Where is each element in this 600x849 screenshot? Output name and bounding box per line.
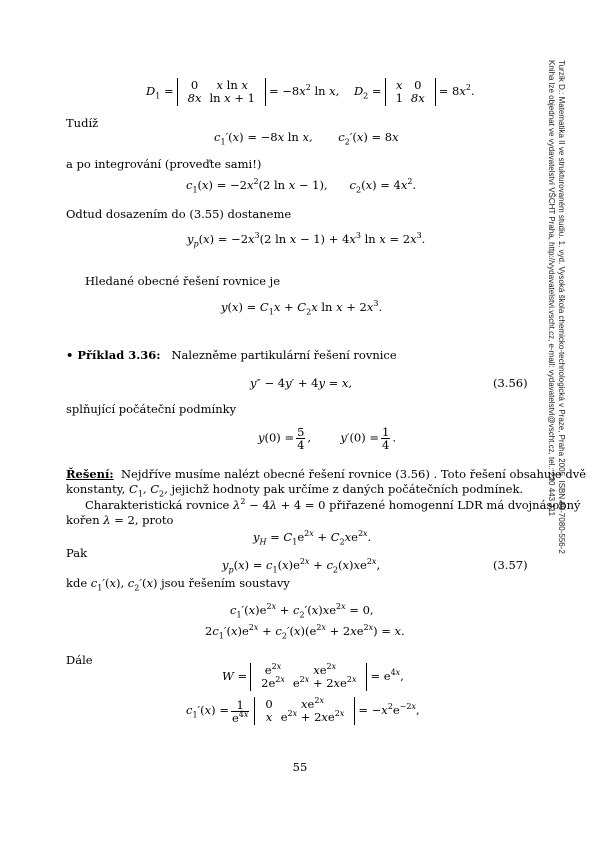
equation-yh: $y_H = C_1e^{2x} + C_2xe^{2x}$. bbox=[253, 529, 372, 547]
solution-label: Řešení: bbox=[66, 467, 114, 481]
determinants-d1-d2: $D_1$ = 0 x ln x 8x ln x + 1 = $-8x^2$ ln x, $D_2$ = x 0 1 8x = $8x^2$. bbox=[146, 78, 475, 105]
example-text: Nalezněme partikulární řešení rovnice bbox=[171, 348, 397, 362]
equation-356: y″ − 4y′ + 4y = x, bbox=[250, 376, 353, 390]
solution-text-1: Nejdříve musíme nalézt obecné řešení rovnice (3.56) . Toto řešení obsahuje dvě bbox=[120, 467, 587, 481]
solution-line-1 bbox=[66, 467, 586, 481]
equation-system-1: $c_1'(x)e^{2x} + c_2'(x)xe^{2x} = 0$, bbox=[230, 602, 374, 620]
equation-wronskian: W = $e^{2x}$ $xe^{2x}$ $2e^{2x}$ $e^{2x} + 2xe^{2x}$ = $e^{4x}$, bbox=[222, 662, 404, 690]
text-kde-b: jsou řešením soustavy bbox=[161, 576, 290, 590]
text-dale: Dále bbox=[66, 653, 93, 667]
citation-line-1: Turzík D.: Matematika II ve strukturovaném studiu. 1. vyd. Vysoká škola chemicko-technologická v Praze, Praha 2005. ISBN 80-7080-556-2 bbox=[557, 60, 566, 554]
solution-line-2: konstanty, $C_1$, $C_2$, jejichž hodnoty pak určíme z daných počátečních podmínek. bbox=[66, 482, 524, 499]
text-tudiz: Tudíž bbox=[66, 116, 99, 130]
solution-line-4: kořen λ = 2, proto bbox=[66, 513, 174, 527]
equation-system-2: $2c_1'(x)e^{2x} + c_2'(x)(e^{2x} + 2xe^{2x}) = x$. bbox=[205, 623, 405, 641]
text-pak: Pak bbox=[66, 546, 88, 560]
equation-number-357: (3.57) bbox=[493, 558, 528, 572]
equation-c-derivatives: $c_1'(x) = -8x$ ln x, $c_2'(x) = 8x$ bbox=[214, 130, 399, 147]
characteristic-text-a: Charakteristická rovnice bbox=[85, 498, 230, 512]
equation-c-functions: $c_1(x) = -2x^2(2$ ln x − 1), $c_2(x) = 4x^2$. bbox=[186, 177, 417, 195]
text-odtud: Odtud dosazením do (3.55) dostaneme bbox=[66, 207, 292, 221]
solution-text-2a: konstanty, bbox=[66, 482, 126, 496]
citation-line-2: Kniha lze objednat ve vydavatelství VŠCHT Praha, http://vydavatelstvi.vscht.cz, e-mail: vydavatelstvi@vscht.cz, tel.: 220 443 211 bbox=[547, 60, 556, 517]
solution-text-2b: jejichž hodnoty pak určíme z daných počátečních podmínek. bbox=[171, 482, 524, 496]
page-number: 55 bbox=[292, 760, 308, 774]
characteristic-text-b: přiřazené homogenní LDR má dvojnásobný bbox=[329, 498, 581, 512]
root-text-a: kořen bbox=[66, 513, 100, 527]
equation-357: $y_p(x) = c_1(x)e^{2x} + c_2(x)xe^{2x}$, bbox=[222, 557, 381, 575]
text-kde: kde $c_1'(x)$, $c_2'(x)$ jsou řešením soustavy bbox=[66, 576, 290, 593]
text-splnujici: splňující počáteční podmínky bbox=[66, 402, 237, 416]
root-text-b: proto bbox=[142, 513, 174, 527]
solution-line-3: Charakteristická rovnice $\lambda^2 - 4\lambda + 4 = 0$ přiřazené homogenní LDR má dvojnásobný bbox=[85, 497, 581, 512]
example-label: • Příklad 3.36: bbox=[66, 348, 161, 362]
text-po-integrovani: a po integrování (proveďte sami!) bbox=[66, 157, 262, 171]
equation-c1-prime: $c_1'(x)$ = $\frac{1}{e^{4x}}$ 0 $xe^{2x}$ x $e^{2x} + 2xe^{2x}$ = $-x^2e^{-2x}$, bbox=[186, 696, 420, 725]
equation-initial-conditions: y(0) = $\frac{5}{4}$ , y′(0) = $\frac{1}{4}$ . bbox=[258, 425, 397, 452]
equation-number-356: (3.56) bbox=[493, 376, 528, 390]
example-heading bbox=[66, 348, 397, 362]
equation-general-solution: $y(x) = C_1x + C_2x$ $\ln x + 2x^3$. bbox=[221, 299, 383, 317]
equation-yp: $y_p(x) = -2x^3(2$ $\ln x - 1) + 4x^3$ $\ln x = 2x^3$. bbox=[187, 231, 426, 249]
text-hledane: Hledané obecné řešení rovnice je bbox=[85, 274, 281, 288]
